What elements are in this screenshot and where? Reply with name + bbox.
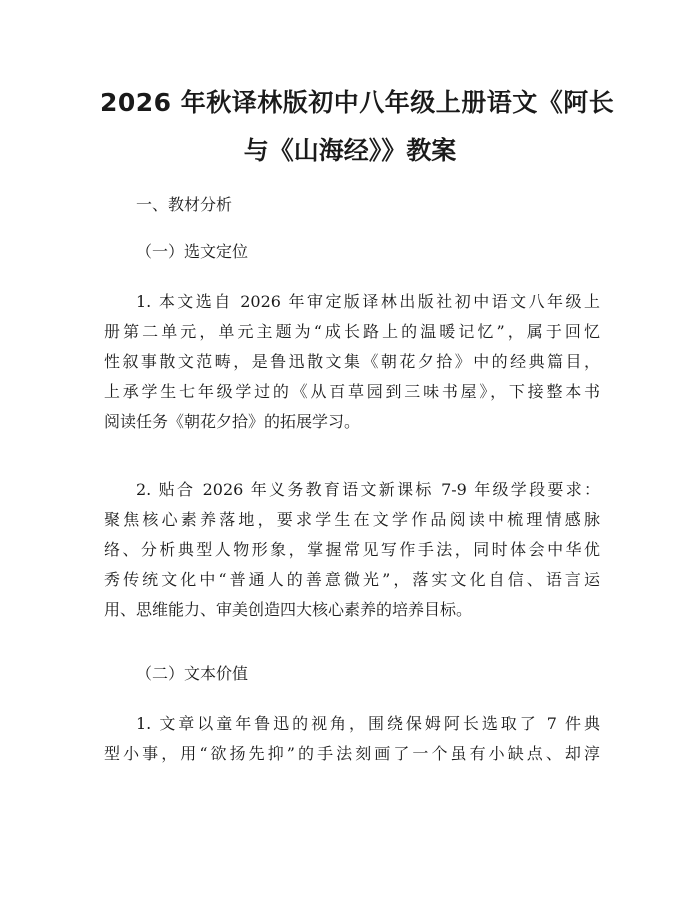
paragraph-1 bbox=[104, 287, 600, 437]
section-heading-textbook-analysis: 一、教材分析 bbox=[136, 195, 233, 214]
subheading-text-value: （二）文本价值 bbox=[136, 664, 249, 683]
document-title bbox=[100, 79, 615, 175]
paragraph-line: 1. 本文选自 2026 年审定版译林出版社初中语文八年级上 bbox=[136, 292, 600, 311]
paragraph-3 bbox=[104, 709, 600, 769]
paragraph-2 bbox=[104, 475, 600, 625]
title-line-1: 2026 年秋译林版初中八年级上册语文《阿长 bbox=[100, 88, 615, 117]
paragraph-line: 用、思维能力、审美创造四大核心素养的培养目标。 bbox=[104, 600, 473, 619]
paragraph-line: 1. 文章以童年鲁迅的视角，围绕保姆阿长选取了 7 件典 bbox=[136, 714, 600, 733]
subheading-text-positioning: （一）选文定位 bbox=[136, 242, 249, 261]
paragraph-line: 型小事，用“欲扬先抑”的手法刻画了一个虽有小缺点、却淳 bbox=[104, 744, 600, 763]
paragraph-line: 秀传统文化中“普通人的善意微光”，落实文化自信、语言运 bbox=[104, 570, 600, 589]
paragraph-line: 上承学生七年级学过的《从百草园到三味书屋》，下接整本书 bbox=[104, 382, 600, 401]
paragraph-line: 阅读任务《朝花夕拾》的拓展学习。 bbox=[104, 412, 361, 431]
title-line-2: 与《山海经》》教案 bbox=[243, 136, 457, 165]
paragraph-line: 性叙事散文范畴，是鲁迅散文集《朝花夕拾》中的经典篇目， bbox=[104, 352, 600, 371]
paragraph-line: 络、分析典型人物形象，掌握常见写作手法，同时体会中华优 bbox=[104, 540, 600, 559]
paragraph-line: 册第二单元，单元主题为“成长路上的温暖记忆”，属于回忆 bbox=[104, 322, 600, 341]
paragraph-line: 聚焦核心素养落地，要求学生在文学作品阅读中梳理情感脉 bbox=[104, 510, 600, 529]
paragraph-line: 2. 贴合 2026 年义务教育语文新课标 7-9 年级学段要求： bbox=[136, 480, 600, 499]
